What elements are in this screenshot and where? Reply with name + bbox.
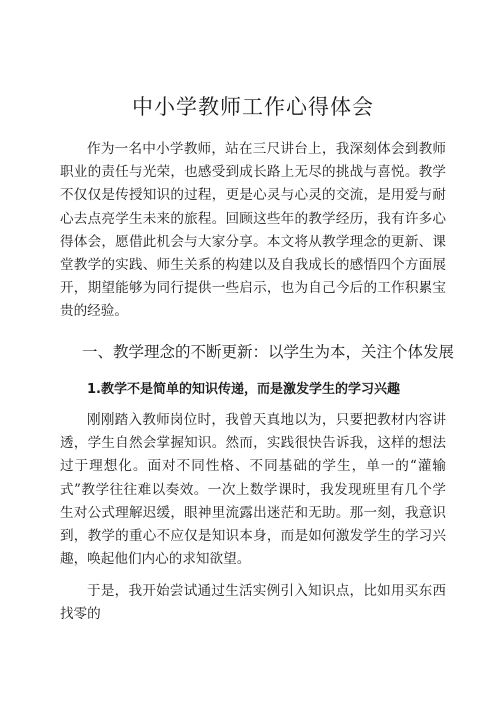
intro-paragraph: 作为一名中小学教师，站在三尺讲台上，我深刻体会到教师职业的责任与光荣，也感受到成长路上无尽的挑战与喜悦。教学不仅仅是传授知识的过程，更是心灵与心灵的交流，是用爱与耐心去点亮学生未来的旅程。回顾这些年的教学经历，我有许多心得体会，愿借此机会与大家分享。本文将从教学理念的更新、课堂教学的实践、师生关系的构建以及自我成长的感悟四个方面展开，期望能够为同行提供一些启示，也为自己今后的工作积累宝贵的经验。 — [60, 141, 446, 320]
document-title: 中小学教师工作心得体会 — [132, 95, 374, 119]
subsection-heading: 1.教学不是简单的知识传递，而是激发学生的学习兴趣 — [87, 382, 400, 397]
section-heading: 一、教学理念的不断更新：以学生为本，关注个体发展 — [82, 343, 455, 361]
body-paragraph: 刚刚踏入教师岗位时，我曾天真地以为，只要把教材内容讲透，学生自然会掌握知识。然而，实践很快告诉我，这样的想法过于理想化。面对不同性格、不同基础的学生，单一的“灌输式”教学往往难以奏效。一次上数学课时，我发现班里有几个学生对公式理解迟缓，眼神里流露出迷茫和无助。那一刻，我意识到，教学的重心不应仅是知识本身，而是如何激发学生的学习兴趣，唤起他们内心的求知欲望。 — [60, 412, 446, 568]
body-paragraph: 于是，我开始尝试通过生活实例引入知识点，比如用买东西找零的 — [60, 583, 446, 623]
